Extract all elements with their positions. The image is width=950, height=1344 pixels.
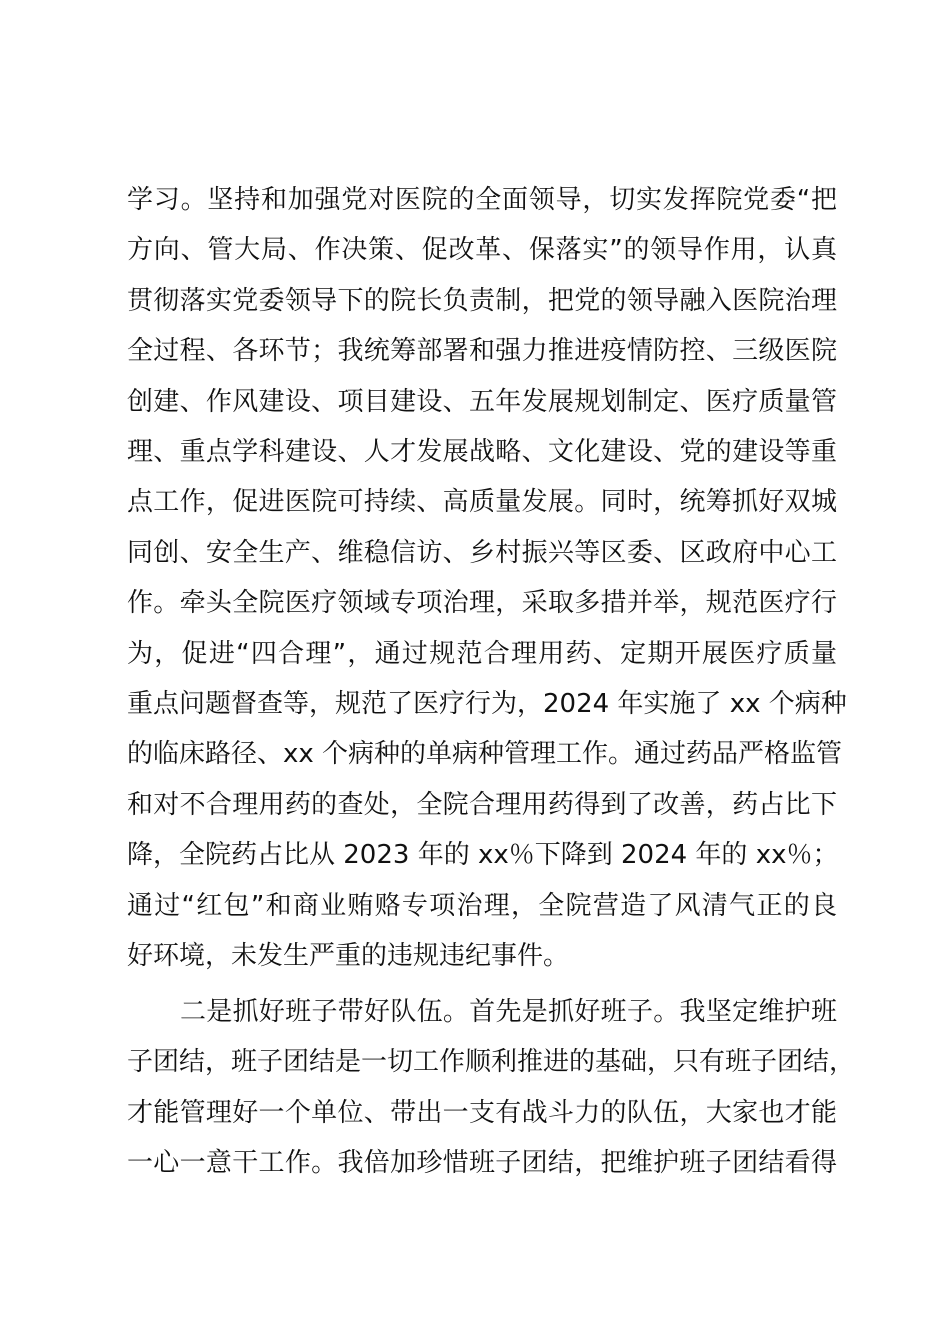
text-line: 通过“红包”和商业贿赂专项治理，全院营造了风清气正的良 bbox=[127, 891, 837, 921]
text-line: 贯彻落实党委领导下的院长负责制，把党的领导融入医院治理 bbox=[127, 286, 837, 316]
text-line: 一心一意干工作。我倍加珍惜班子团结，把维护班子团结看得 bbox=[127, 1148, 837, 1178]
text-line: 方向、管大局、作决策、促改革、保落实”的领导作用，认真 bbox=[127, 235, 837, 265]
text-line: 才能管理好一个单位、带出一支有战斗力的队伍，大家也才能 bbox=[127, 1098, 837, 1128]
text-line: 为，促进“四合理”，通过规范合理用药、定期开展医疗质量 bbox=[127, 639, 837, 669]
text-line: 子团结，班子团结是一切工作顺利推进的基础，只有班子团结， bbox=[127, 1047, 856, 1077]
text-line: 降，全院药占比从 2023 年的 xx％下降到 2024 年的 xx％； bbox=[127, 840, 839, 870]
text-line: 的临床路径、xx 个病种的单病种管理工作。通过药品严格监管 bbox=[127, 739, 843, 769]
text-line: 和对不合理用药的查处，全院合理用药得到了改善，药占比下 bbox=[127, 790, 837, 820]
text-line: 作。牵头全院医疗领域专项治理，采取多措并举，规范医疗行 bbox=[127, 588, 837, 618]
text-line: 全过程、各环节；我统筹部署和强力推进疫情防控、三级医院 bbox=[127, 336, 837, 366]
text-line: 同创、安全生产、维稳信访、乡村振兴等区委、区政府中心工 bbox=[127, 538, 837, 568]
text-line: 理、重点学科建设、人才发展战略、文化建设、党的建设等重 bbox=[127, 437, 837, 467]
text-line: 好环境，未发生严重的违规违纪事件。 bbox=[127, 941, 570, 971]
text-line: 点工作，促进医院可持续、高质量发展。同时，统筹抓好双城 bbox=[127, 487, 837, 517]
text-line: 重点问题督查等，规范了医疗行为，2024 年实施了 xx 个病种 bbox=[127, 689, 847, 719]
paragraph-first-line: 二是抓好班子带好队伍。首先是抓好班子。我坚定维护班 bbox=[180, 997, 837, 1027]
text-line: 学习。坚持和加强党对医院的全面领导，切实发挥院党委“把 bbox=[127, 185, 837, 215]
text-line: 创建、作风建设、项目建设、五年发展规划制定、医疗质量管 bbox=[127, 387, 837, 417]
